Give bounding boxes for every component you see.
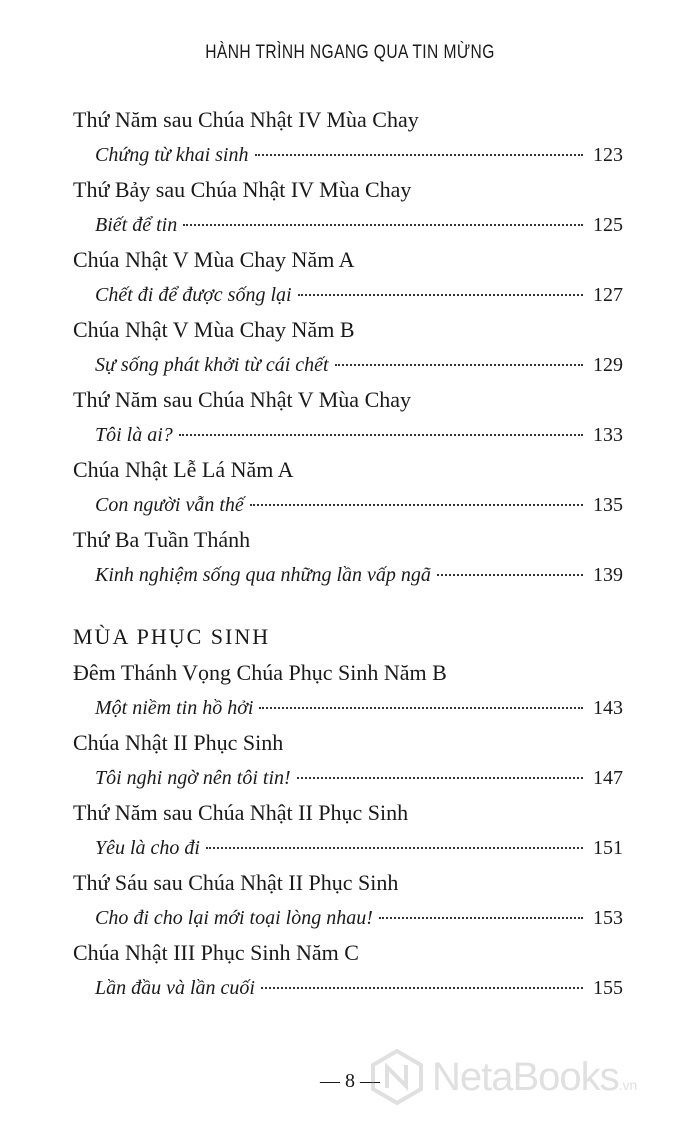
toc-entry <box>73 178 623 237</box>
toc-entry-subtitle: Biết để tin <box>95 214 178 236</box>
toc-entry-subtitle: Con người vẫn thế <box>95 494 244 516</box>
toc-entry-title: Thứ Năm sau Chúa Nhật V Mùa Chay <box>73 387 412 412</box>
toc-entry <box>73 248 623 307</box>
toc-entry <box>73 871 623 930</box>
page-folio: — 8 — <box>320 1070 380 1092</box>
dot-leader <box>437 574 583 576</box>
toc-page-number: 123 <box>593 144 623 166</box>
toc-entry-line <box>95 423 623 447</box>
toc-entry-line <box>95 143 623 167</box>
toc-entry-subtitle: Lần đầu và lần cuối <box>95 977 255 999</box>
toc-entry-title: Thứ Sáu sau Chúa Nhật II Phục Sinh <box>73 870 399 895</box>
toc-entry-subtitle: Một niềm tin hồ hởi <box>95 697 254 719</box>
toc-entry-title: Thứ Bảy sau Chúa Nhật IV Mùa Chay <box>73 177 412 202</box>
toc-entry-subtitle: Kinh nghiệm sống qua những lần vấp ngã <box>95 564 431 586</box>
toc-entry-title: Chúa Nhật II Phục Sinh <box>73 730 284 755</box>
toc-entry-line <box>95 353 623 377</box>
toc-entry-title: Đêm Thánh Vọng Chúa Phục Sinh Năm B <box>73 660 447 685</box>
dot-leader <box>259 707 583 709</box>
toc-page-number: 153 <box>593 907 623 929</box>
toc-entry-title: Chúa Nhật Lễ Lá Năm A <box>73 457 294 482</box>
dot-leader <box>298 294 583 296</box>
watermark-suffix: .vn <box>618 1076 638 1093</box>
toc-entry-subtitle: Chết đi để được sống lại <box>95 284 292 306</box>
dot-leader <box>250 504 583 506</box>
dot-leader <box>261 987 583 989</box>
toc-entry-line <box>95 696 623 720</box>
toc-entry-line <box>95 766 623 790</box>
toc-entry <box>73 801 623 860</box>
toc-entry <box>73 318 623 377</box>
toc-entry-subtitle: Cho đi cho lại mới toại lòng nhau! <box>95 907 373 929</box>
toc-entry-title: Chúa Nhật V Mùa Chay Năm A <box>73 247 355 272</box>
toc-entry-line <box>95 563 623 587</box>
toc-entry <box>73 108 623 167</box>
toc-page-number: 139 <box>593 564 623 586</box>
toc-entry-line <box>95 213 623 237</box>
dot-leader <box>379 917 583 919</box>
toc-page-number: 127 <box>593 284 623 306</box>
watermark <box>368 1042 698 1112</box>
section-heading: MÙA PHỤC SINH <box>73 624 271 649</box>
dot-leader <box>335 364 583 366</box>
watermark-text <box>432 1055 637 1100</box>
dot-leader <box>255 154 584 156</box>
toc-entry-line <box>95 836 623 860</box>
toc-entry-subtitle: Tôi là ai? <box>95 424 173 446</box>
toc-entry-title: Thứ Năm sau Chúa Nhật IV Mùa Chay <box>73 107 419 132</box>
running-header: HÀNH TRÌNH NGANG QUA TIN MỪNG <box>205 42 495 63</box>
toc-entry <box>73 661 623 720</box>
toc-entry <box>73 458 623 517</box>
toc-entry-title: Thứ Ba Tuần Thánh <box>73 527 251 552</box>
toc-entry-subtitle: Chứng từ khai sinh <box>95 144 249 166</box>
toc-entry-subtitle: Yêu là cho đi <box>95 837 200 859</box>
table-of-contents <box>73 108 623 1011</box>
watermark-brand: NetaBooks <box>432 1054 619 1099</box>
toc-entry-title: Chúa Nhật V Mùa Chay Năm B <box>73 317 355 342</box>
toc-entry-line <box>95 493 623 517</box>
toc-page-number: 151 <box>593 837 623 859</box>
toc-page-number: 133 <box>593 424 623 446</box>
toc-entry <box>73 731 623 790</box>
toc-entry-subtitle: Sự sống phát khởi từ cái chết <box>95 354 329 376</box>
toc-entry-line <box>95 906 623 930</box>
toc-entry <box>73 941 623 1000</box>
toc-page-number: 155 <box>593 977 623 999</box>
toc-page-number: 147 <box>593 767 623 789</box>
toc-page-number: 135 <box>593 494 623 516</box>
toc-page-number: 143 <box>593 697 623 719</box>
toc-entry-line <box>95 976 623 1000</box>
toc-entry-title: Thứ Năm sau Chúa Nhật II Phục Sinh <box>73 800 409 825</box>
dot-leader <box>206 847 583 849</box>
toc-page-number: 125 <box>593 214 623 236</box>
toc-entry-subtitle: Tôi nghi ngờ nên tôi tin! <box>95 767 291 789</box>
toc-entry <box>73 388 623 447</box>
netabooks-logo-icon <box>368 1048 426 1106</box>
dot-leader <box>179 434 583 436</box>
toc-entry-title: Chúa Nhật III Phục Sinh Năm C <box>73 940 359 965</box>
toc-page-number: 129 <box>593 354 623 376</box>
dot-leader <box>297 777 583 779</box>
toc-entry <box>73 528 623 587</box>
dot-leader <box>183 224 583 226</box>
toc-entry-line <box>95 283 623 307</box>
